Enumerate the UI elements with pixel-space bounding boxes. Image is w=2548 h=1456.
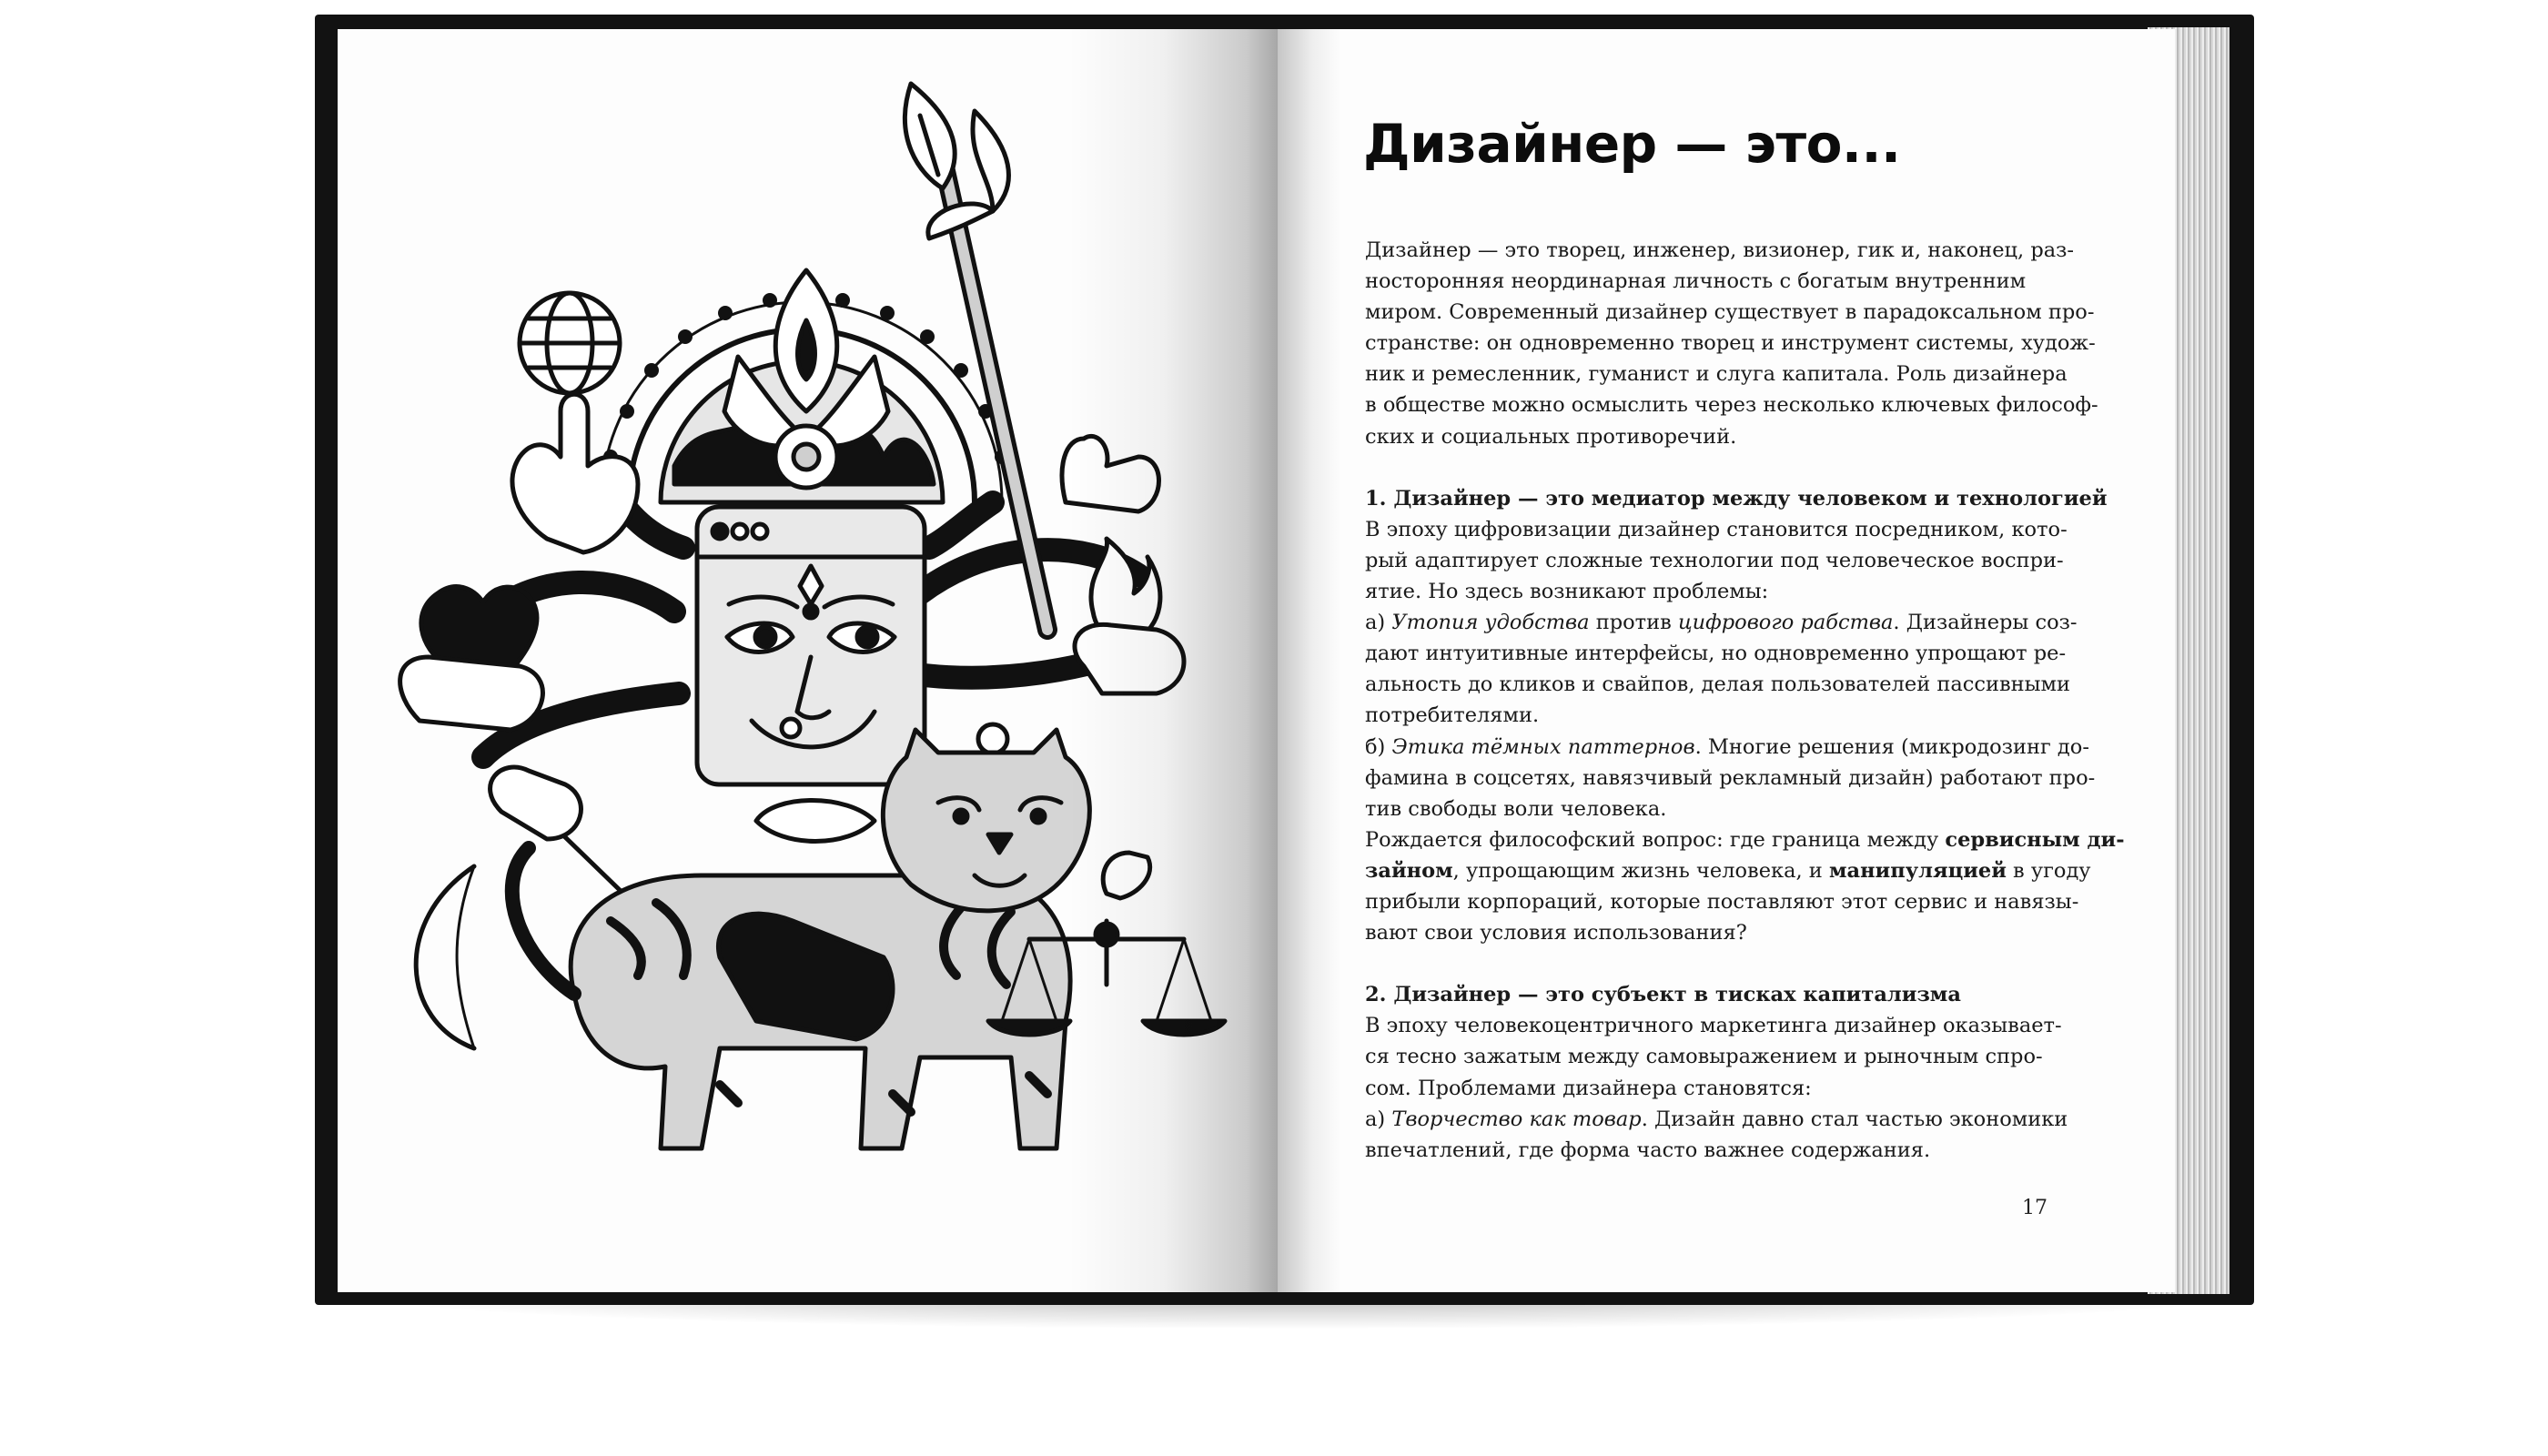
text-line [1365,917,2066,948]
text-run: 2. Дизайнер — это субъект в тисках капитализма [1365,983,1961,1007]
text-run: б) [1365,734,1392,759]
text-run: Творчество как товар [1391,1107,1642,1131]
text-run: ятие. Но здесь возникают проблемы: [1365,580,1769,604]
text-run: миром. Современный дизайнер существует в парадоксальном про- [1365,300,2095,325]
text-run: дают интуитивные интерфейсы, но одновременно упрощают ре- [1365,642,2067,666]
text-run: впечатлений, где форма часто важнее содержания. [1365,1138,1931,1162]
chapter-title: Дизайнер — это... [1363,113,1901,175]
text-line [1365,824,2125,855]
text-line [1365,638,2066,669]
text-run: ских и социальных противоречий. [1365,424,1737,449]
text-line [1365,545,2066,576]
text-run: зайном [1365,858,1453,883]
text-line [1365,732,2089,763]
text-run: Дизайнер — это творец, инженер, визионер, гик и, наконец, раз- [1365,238,2075,262]
text-line [1365,359,2066,389]
text-run: а) [1365,611,1392,635]
text-run: . Многие решения (микродозинг до- [1694,734,2089,759]
text-line [1365,389,2098,420]
text-line [1365,235,2075,266]
text-line [1365,1135,2066,1166]
text-run: В эпоху цифровизации дизайнер становится посредником, кото- [1365,517,2068,541]
text-line [1365,700,2066,731]
text-run: против [1589,611,1678,635]
text-line [1365,421,2066,452]
text-run: прибыли корпораций, которые поставляют этот сервис и навязы- [1365,889,2079,914]
text-run: 1. Дизайнер — это медиатор между человеком и технологией [1365,486,2108,511]
text-run: а) [1365,1107,1392,1131]
text-line [1365,297,2095,328]
text-run: тив свободы воли человека. [1365,796,1667,821]
text-run: цифрового рабства [1677,611,1894,635]
text-line [1365,855,2091,886]
text-run: носторонняя неординарная личность с богатым внутренним [1365,269,2027,294]
text-run: В эпоху человекоцентричного маркетинга дизайнер оказывает- [1365,1014,2062,1038]
page-number: 17 [2022,1197,2048,1219]
text-run: сервисным ди- [1945,827,2125,852]
text-line [1365,1073,2066,1104]
text-line [1365,763,2096,794]
right-page [1278,29,2175,1292]
text-line [1365,1041,2066,1072]
left-page [338,29,1278,1292]
paragraph-gap [1365,948,2066,979]
text-run: , упрощающим жизнь человека, и [1452,858,1829,883]
text-run: ся тесно зажатым между самовыражением и рыночным спро- [1365,1045,2043,1069]
text-run: Утопия удобства [1391,611,1590,635]
text-line [1365,886,2079,917]
text-line [1365,576,2066,607]
text-line [1365,669,2071,700]
text-line [1365,266,2066,297]
paragraph-gap [1365,452,2066,483]
gutter-shade-right [1278,29,1341,1292]
text-line [1365,483,2108,514]
text-run: Этика тёмных паттернов [1391,734,1695,759]
text-line [1365,794,2066,824]
text-run: альность до кликов и свайпов, делая пользователей пассивными [1365,672,2071,697]
text-run: . Дизайн давно стал частью экономики [1641,1107,2068,1131]
text-line [1365,1010,2066,1041]
text-run: в угоду [2006,858,2091,883]
text-run: манипуляцией [1828,858,2007,883]
text-line [1365,514,2066,545]
text-run: ник и ремесленник, гуманист и слуга капитала. Роль дизайнера [1365,362,2068,387]
text-line [1365,607,2078,638]
body-text [1365,235,2125,1166]
text-line [1365,979,2066,1010]
text-run: потребителями. [1365,703,1540,728]
text-run: . Дизайнеры соз- [1893,611,2078,635]
gutter-shade-left [1068,29,1278,1292]
text-line [1365,1104,2066,1135]
text-run: фамина в соцсетях, навязчивый рекламный дизайн) работают про- [1365,765,2096,790]
text-run: сом. Проблемами дизайнера становятся: [1365,1076,1812,1100]
text-run: в обществе можно осмыслить через несколько ключевых философ- [1365,393,2098,418]
text-line [1365,328,2096,359]
text-run: странстве: он одновременно творец и инструмент системы, худож- [1365,331,2096,356]
text-run: вают свои условия использования? [1365,921,1747,945]
text-run: рый адаптирует сложные технологии под человеческое воспри- [1365,548,2064,572]
text-run: Рождается философский вопрос: где граница между [1365,827,1946,852]
